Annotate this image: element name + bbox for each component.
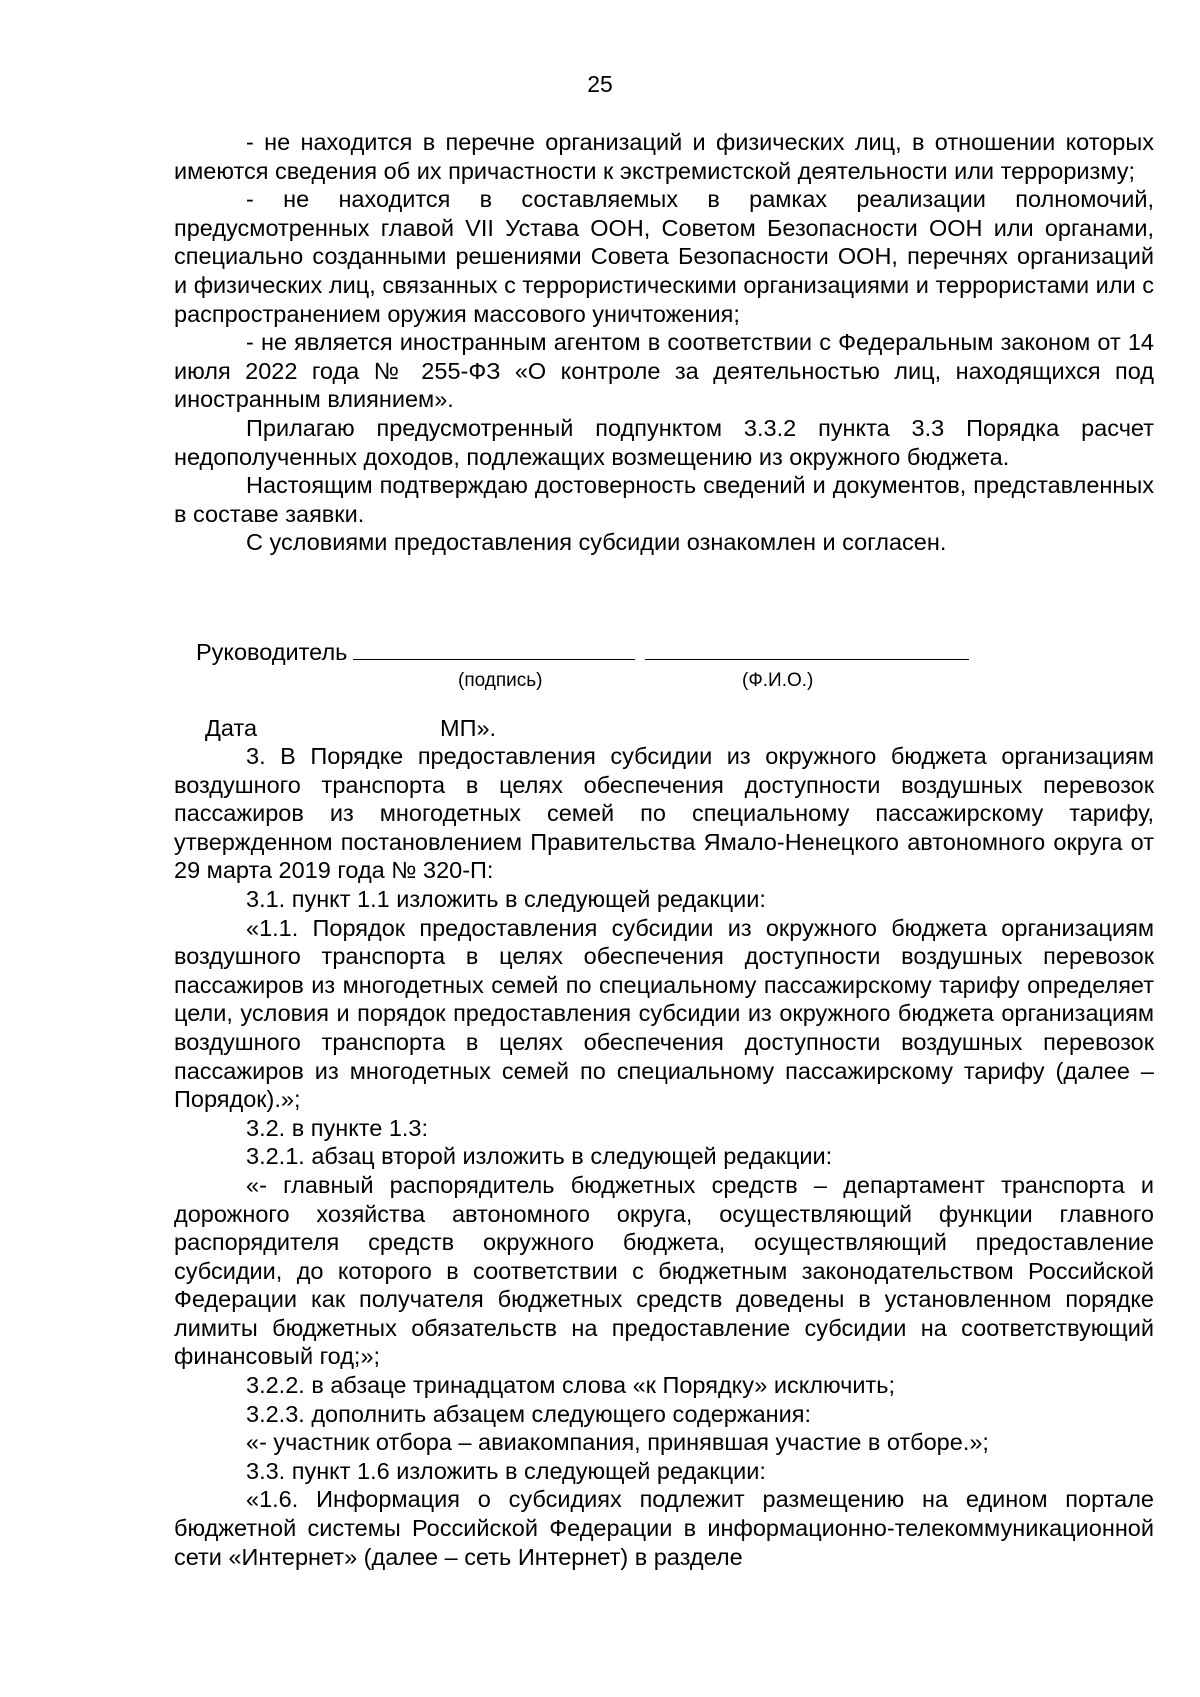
paragraph: 3.2.3. дополнить абзацем следующего содержания:: [246, 1400, 812, 1427]
paragraph: 3. В Порядке предоставления субсидии из окружного бюджета организациям воздушного транспорта в целях обеспечения доступности воздушных перевозок пассажиров из многодетных семей по специальному пассажирскому тарифу, утвержденном постановлением Правительства Ямало-Ненецкого автономного округа от 29 марта 2019 года № 320-П:: [174, 743, 1154, 884]
paragraph: - не является иностранным агентом в соответствии с Федеральным законом от 14 июля 2022 года № 255-ФЗ «О контроле за деятельностью лиц, находящихся под иностранным влиянием».: [174, 329, 1154, 413]
paragraph: - не находится в перечне организаций и физических лиц, в отношении которых имеются сведения об их причастности к экстремистской деятельности или терроризму;: [174, 129, 1154, 184]
signature-row: [196, 638, 1096, 666]
paragraph: «1.1. Порядок предоставления субсидии из окружного бюджета организациям воздушного транспорта в целях обеспечения доступности воздушных перевозок пассажиров из многодетных семей по специальному пассажирскому тарифу определяет цели, условия и порядок предоставления субсидии из окружного бюджета организациям воздушного транспорта в целях обеспечения доступности воздушных перевозок пассажиров из многодетных семей по специальному пассажирскому тарифу (далее – Порядок).»;: [174, 914, 1154, 1113]
signature-caption: (подпись): [458, 670, 543, 691]
paragraph: 3.2. в пункте 1.3:: [246, 1114, 429, 1141]
paragraph: С условиями предоставления субсидии ознакомлен и согласен.: [246, 529, 947, 556]
paragraph: «1.6. Информация о субсидиях подлежит размещению на едином портале бюджетной системы Российской Федерации в информационно-телекоммуникационной сети «Интернет» (далее – сеть Интернет) в разделе: [174, 1486, 1154, 1570]
paragraph: «- главный распорядитель бюджетных средств – департамент транспорта и дорожного хозяйства автономного округа, осуществляющий функции главного распорядителя средств окружного бюджета, осуществляющий предоставление субсидии, до которого в соответствии с бюджетным законодательством Российской Федерации как получателя бюджетных средств доведены в установленном порядке лимиты бюджетных обязательств на предоставление субсидии на соответствующий финансовый год;»;: [174, 1171, 1154, 1370]
page-number: 25: [587, 71, 613, 97]
bottom-text-block: [174, 742, 1154, 1571]
paragraph: «- участник отбора – авиакомпания, принявшая участие в отборе.»;: [246, 1429, 989, 1456]
date-label: Дата: [205, 715, 258, 741]
signature-label: Руководитель: [196, 639, 348, 665]
top-text-block: [174, 128, 1154, 557]
paragraph: 3.2.1. абзац второй изложить в следующей редакции:: [246, 1143, 833, 1170]
paragraph: Настоящим подтверждаю достоверность сведений и документов, представленных в составе заявки.: [174, 472, 1154, 527]
paragraph: 3.1. пункт 1.1 изложить в следующей редакции:: [246, 885, 766, 912]
fio-caption: (Ф.И.О.): [742, 670, 814, 691]
stamp-place-label: МП».: [440, 715, 497, 741]
paragraph: - не находится в составляемых в рамках реализации полномочий, предусмотренных главой VII Устава ООН, Советом Безопасности ООН или органами, специально созданными решениями Совета Безопасности ООН, перечнях организаций и физических лиц, связанных с террористическими организациями и террористами или с распространением оружия массового уничтожения;: [174, 186, 1154, 327]
paragraph: 3.3. пункт 1.6 изложить в следующей редакции:: [246, 1457, 766, 1484]
signature-line: [353, 639, 635, 660]
paragraph: Прилагаю предусмотренный подпунктом 3.3.2 пункта 3.3 Порядка расчет недополученных доходов, подлежащих возмещению из окружного бюджета.: [174, 414, 1154, 470]
fio-line: [645, 639, 969, 660]
paragraph: 3.2.2. в абзаце тринадцатом слова «к Порядку» исключить;: [246, 1372, 895, 1399]
